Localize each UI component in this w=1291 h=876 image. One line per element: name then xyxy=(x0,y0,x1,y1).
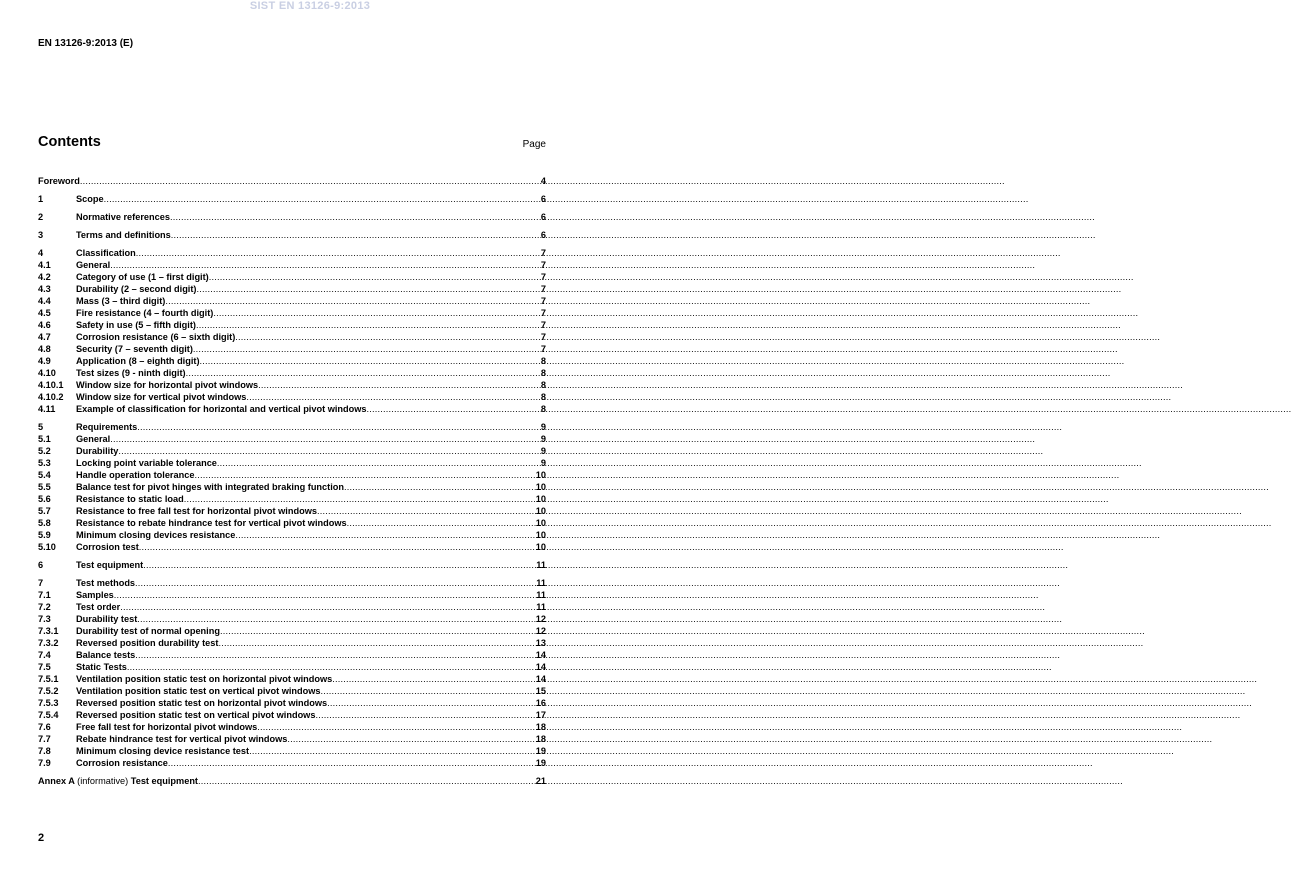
toc-entry-number: 4.4 xyxy=(38,296,51,306)
toc-entry-title: Reversed position durability test xyxy=(76,638,219,648)
dot-leader xyxy=(110,259,540,271)
toc-entry-number: 4.10.2 xyxy=(38,392,64,402)
toc-entry-title: General xyxy=(76,434,111,444)
toc-entry-page: 7 xyxy=(540,284,546,294)
toc-entry-number: 4.6 xyxy=(38,320,51,330)
toc-entry-page: 7 xyxy=(540,272,546,282)
toc-entry-title: Locking point variable tolerance xyxy=(76,458,217,468)
toc-entry-title: Fire resistance (4 – fourth digit) xyxy=(76,308,214,318)
toc-entry-page: 7 xyxy=(540,308,546,318)
toc-entry-page: 9 xyxy=(540,446,546,456)
toc-entry-title: Rebate hindrance test for vertical pivot windows xyxy=(76,734,288,744)
toc-entry-number: 7.3.2 xyxy=(38,638,59,648)
toc-entry-page: 17 xyxy=(535,710,546,720)
toc-entry-number: 5.3 xyxy=(38,458,51,468)
toc-entry-7-8[interactable] xyxy=(38,745,546,757)
dot-leader xyxy=(193,343,540,355)
toc-entry-2[interactable] xyxy=(38,211,546,223)
toc-entry-title: Security (7 – seventh digit) xyxy=(76,344,193,354)
toc-entry-4-4[interactable] xyxy=(38,295,546,307)
toc-entry-page: 11 xyxy=(536,560,546,570)
toc-entry-number: 4.3 xyxy=(38,284,51,294)
toc-entry-5-8[interactable] xyxy=(38,517,546,529)
toc-entry-page: 12 xyxy=(535,614,546,624)
toc-entry-title: Application (8 – eighth digit) xyxy=(76,356,200,366)
dot-leader xyxy=(317,505,535,517)
toc-entry-number: 7.5.2 xyxy=(38,686,59,696)
toc-entry-7-5-4[interactable] xyxy=(38,709,546,721)
toc-entry-number: 4.2 xyxy=(38,272,51,282)
toc-entry-5-1[interactable] xyxy=(38,433,546,445)
toc-entry-page: 19 xyxy=(535,758,546,768)
annex-title: Test equipment xyxy=(130,776,198,786)
dot-leader xyxy=(246,391,539,403)
toc-entry-page: 10 xyxy=(535,542,546,552)
toc-entry-page: 7 xyxy=(540,332,546,342)
table-of-contents xyxy=(38,175,546,787)
dot-leader xyxy=(257,721,535,733)
dot-leader xyxy=(209,271,540,283)
toc-entry-number: 7.8 xyxy=(38,746,51,756)
toc-entry-page: 7 xyxy=(540,344,546,354)
toc-entry-number: 5.9 xyxy=(38,530,51,540)
toc-entry-number: 4.11 xyxy=(38,404,56,414)
toc-entry-7-5-1[interactable] xyxy=(38,673,546,685)
toc-entry-number: 6 xyxy=(38,560,44,570)
toc-entry-7-3-1[interactable] xyxy=(38,625,546,637)
toc-entry-number: 7.3 xyxy=(38,614,51,624)
toc-entry-page: 18 xyxy=(535,722,546,732)
toc-entry-title: Samples xyxy=(76,590,114,600)
toc-entry-7-6[interactable] xyxy=(38,721,546,733)
toc-entry-4-10-1[interactable] xyxy=(38,379,546,391)
toc-entry-5-10[interactable] xyxy=(38,541,546,553)
dot-leader xyxy=(194,469,534,481)
toc-entry-7-4[interactable] xyxy=(38,649,546,661)
toc-entry-title: Reversed position static test on horizontal pivot windows xyxy=(76,698,328,708)
toc-entry-page: 8 xyxy=(540,392,546,402)
toc-entry-number: 1 xyxy=(38,194,44,204)
toc-entry-title: General xyxy=(76,260,111,270)
toc-entry-number: 7.5.1 xyxy=(38,674,59,684)
toc-entry-7-7[interactable] xyxy=(38,733,546,745)
toc-entry-title: Classification xyxy=(76,248,136,258)
dot-leader xyxy=(198,775,535,787)
toc-entry-5-9[interactable] xyxy=(38,529,546,541)
toc-entry-title: Durability test of normal opening xyxy=(76,626,220,636)
toc-entry-number: 4.10 xyxy=(38,368,56,378)
toc-entry-5-2[interactable] xyxy=(38,445,546,457)
toc-entry-page: 8 xyxy=(540,380,546,390)
toc-entry-page: 19 xyxy=(535,746,546,756)
toc-entry-title: Resistance to static load xyxy=(76,494,184,504)
toc-entry-page: 14 xyxy=(535,650,546,660)
toc-entry-page: 21 xyxy=(535,776,546,786)
toc-entry-number: 5.4 xyxy=(38,470,51,480)
toc-entry-page: 7 xyxy=(540,248,546,258)
contents-heading: Contents xyxy=(38,134,101,150)
dot-leader xyxy=(258,379,540,391)
toc-entry-page: 7 xyxy=(540,320,546,330)
toc-entry-4-2[interactable] xyxy=(38,271,546,283)
toc-entry-number: 5.2 xyxy=(38,446,51,456)
toc-entry-4-10[interactable] xyxy=(38,367,546,379)
toc-entry-5-7[interactable] xyxy=(38,505,546,517)
toc-entry-number: 7.6 xyxy=(38,722,51,732)
dot-leader xyxy=(170,211,540,223)
toc-entry-title: Balance test for pivot hinges with integrated braking function xyxy=(76,482,344,492)
toc-entry-number: 2 xyxy=(38,212,44,222)
toc-entry-title: Corrosion resistance xyxy=(76,758,168,768)
toc-entry-number: 4.1 xyxy=(38,260,51,270)
toc-entry-number: 4.9 xyxy=(38,356,51,366)
toc-entry-page: 13 xyxy=(535,638,546,648)
toc-entry-number: 5.7 xyxy=(38,506,51,516)
dot-leader xyxy=(114,589,535,601)
toc-entry-title xyxy=(38,775,198,787)
toc-entry-6[interactable] xyxy=(38,559,546,571)
toc-entry-title: Free fall test for horizontal pivot windows xyxy=(76,722,258,732)
toc-entry-number: 7.5.4 xyxy=(38,710,59,720)
toc-entry-page: 7 xyxy=(540,296,546,306)
toc-entry-title: Minimum closing devices resistance xyxy=(76,530,236,540)
toc-entry-page: 9 xyxy=(540,434,546,444)
toc-entry-5[interactable] xyxy=(38,421,546,433)
page-column-heading: Page xyxy=(522,139,546,150)
toc-entry-title: Safety in use (5 – fifth digit) xyxy=(76,320,196,330)
annex-label: Annex A xyxy=(38,776,75,786)
toc-entry-title: Mass (3 – third digit) xyxy=(76,296,166,306)
toc-entry-page: 11 xyxy=(536,590,546,600)
dot-leader xyxy=(321,685,535,697)
dot-leader xyxy=(135,577,535,589)
dot-leader xyxy=(347,517,535,529)
toc-entry-number: 5.1 xyxy=(38,434,51,444)
toc-entry-annex-a[interactable] xyxy=(38,775,546,787)
toc-entry-title: Resistance to rebate hindrance test for vertical pivot windows xyxy=(76,518,347,528)
dot-leader xyxy=(327,697,535,709)
toc-entry-page: 11 xyxy=(536,578,546,588)
page-number: 2 xyxy=(38,832,45,844)
toc-entry-4-6[interactable] xyxy=(38,319,546,331)
toc-entry-title: Terms and definitions xyxy=(76,230,171,240)
toc-entry-page: 9 xyxy=(540,422,546,432)
toc-entry-7-1[interactable] xyxy=(38,589,546,601)
toc-entry-page: 6 xyxy=(540,212,546,222)
dot-leader xyxy=(217,457,540,469)
dot-leader xyxy=(332,673,535,685)
toc-entry-number: 3 xyxy=(38,230,44,240)
toc-entry-5-5[interactable] xyxy=(38,481,546,493)
dot-leader xyxy=(220,625,535,637)
dot-leader xyxy=(165,295,540,307)
toc-entry-number: 4.5 xyxy=(38,308,51,318)
dot-leader xyxy=(137,613,535,625)
toc-entry-page: 7 xyxy=(540,260,546,270)
dot-leader xyxy=(196,283,539,295)
toc-entry-number: 7.4 xyxy=(38,650,51,660)
dot-leader xyxy=(213,307,540,319)
toc-entry-title: Reversed position static test on vertical pivot windows xyxy=(76,710,316,720)
toc-entry-number: 5.6 xyxy=(38,494,51,504)
toc-entry-number: 5.5 xyxy=(38,482,51,492)
toc-entry-number: 5.10 xyxy=(38,542,56,552)
toc-entry-title: Corrosion resistance (6 – sixth digit) xyxy=(76,332,236,342)
toc-entry-page: 11 xyxy=(536,602,546,612)
toc-entry-title: Window size for vertical pivot windows xyxy=(76,392,247,402)
toc-entry-page: 10 xyxy=(535,482,546,492)
toc-entry-4-3[interactable] xyxy=(38,283,546,295)
toc-entry-7-3[interactable] xyxy=(38,613,546,625)
toc-entry-page: 10 xyxy=(535,506,546,516)
dot-leader xyxy=(136,247,540,259)
dot-leader xyxy=(366,403,539,415)
dot-leader xyxy=(120,601,535,613)
toc-entry-page: 6 xyxy=(540,194,546,204)
toc-entry-title: Durability test xyxy=(76,614,138,624)
toc-entry-title: Minimum closing device resistance test xyxy=(76,746,250,756)
toc-entry-4-1[interactable] xyxy=(38,259,546,271)
dot-leader xyxy=(127,661,535,673)
toc-entry-number: 7.5.3 xyxy=(38,698,59,708)
dot-leader xyxy=(249,745,535,757)
toc-entry-page: 15 xyxy=(535,686,546,696)
toc-entry-4-7[interactable] xyxy=(38,331,546,343)
toc-entry-3[interactable] xyxy=(38,229,546,241)
toc-entry-page: 16 xyxy=(535,698,546,708)
toc-entry-page: 9 xyxy=(540,458,546,468)
toc-entry-4-5[interactable] xyxy=(38,307,546,319)
dot-leader xyxy=(118,445,540,457)
toc-entry-7-5-2[interactable] xyxy=(38,685,546,697)
toc-entry-number: 4.8 xyxy=(38,344,51,354)
toc-entry-page: 12 xyxy=(535,626,546,636)
toc-entry-5-6[interactable] xyxy=(38,493,546,505)
toc-entry-title: Requirements xyxy=(76,422,138,432)
toc-entry-number: 7 xyxy=(38,578,44,588)
toc-entry-7-3-2[interactable] xyxy=(38,637,546,649)
dot-leader xyxy=(184,493,535,505)
dot-leader xyxy=(235,331,540,343)
toc-entry-title: Test order xyxy=(76,602,121,612)
toc-entry-number: 7.1 xyxy=(38,590,51,600)
toc-entry-4-9[interactable] xyxy=(38,355,546,367)
dot-leader xyxy=(135,649,535,661)
dot-leader xyxy=(218,637,534,649)
dot-leader xyxy=(139,541,535,553)
toc-entry-title: Durability (2 – second digit) xyxy=(76,284,197,294)
dot-leader xyxy=(344,481,535,493)
toc-entry-number: 4.7 xyxy=(38,332,51,342)
toc-entry-title: Test methods xyxy=(76,578,136,588)
dot-leader xyxy=(143,559,535,571)
toc-entry-page: 10 xyxy=(535,494,546,504)
toc-entry-number: 5 xyxy=(38,422,44,432)
toc-entry-title: Corrosion test xyxy=(76,542,139,552)
toc-entry-page: 8 xyxy=(540,356,546,366)
toc-entry-title: Ventilation position static test on horizontal pivot windows xyxy=(76,674,333,684)
toc-entry-7-2[interactable] xyxy=(38,601,546,613)
toc-entry-title: Handle operation tolerance xyxy=(76,470,195,480)
toc-entry-5-3[interactable] xyxy=(38,457,546,469)
toc-entry-title: Normative references xyxy=(76,212,170,222)
toc-entry-number: 7.3.1 xyxy=(38,626,59,636)
toc-entry-number: 7.5 xyxy=(38,662,51,672)
toc-entry-7[interactable] xyxy=(38,577,546,589)
dot-leader xyxy=(196,319,540,331)
dot-leader xyxy=(137,421,540,433)
toc-entry-title: Example of classification for horizontal and vertical pivot windows xyxy=(76,404,367,414)
toc-entry-number: 7.7 xyxy=(38,734,51,744)
toc-entry-title: Foreword xyxy=(38,176,80,186)
toc-entry-4-8[interactable] xyxy=(38,343,546,355)
toc-entry-7-5-3[interactable] xyxy=(38,697,546,709)
toc-entry-1[interactable] xyxy=(38,193,546,205)
dot-leader xyxy=(168,757,535,769)
toc-entry-number: 7.2 xyxy=(38,602,51,612)
toc-entry-number: 5.8 xyxy=(38,518,51,528)
toc-entry-7-5[interactable] xyxy=(38,661,546,673)
toc-entry-page: 14 xyxy=(535,674,546,684)
dot-leader xyxy=(110,433,540,445)
toc-entry-page: 6 xyxy=(540,230,546,240)
toc-entry-5-4[interactable] xyxy=(38,469,546,481)
toc-entry-title: Resistance to free fall test for horizontal pivot windows xyxy=(76,506,317,516)
toc-entry-title: Static Tests xyxy=(76,662,127,672)
annex-type: (informative) xyxy=(77,776,129,786)
toc-entry-title: Balance tests xyxy=(76,650,136,660)
toc-entry-title: Ventilation position static test on vertical pivot windows xyxy=(76,686,321,696)
toc-entry-title: Scope xyxy=(76,194,104,204)
toc-entry-4[interactable] xyxy=(38,247,546,259)
toc-entry-title: Durability xyxy=(76,446,119,456)
dot-leader xyxy=(315,709,534,721)
toc-entry-page: 8 xyxy=(540,404,546,414)
toc-entry-page: 8 xyxy=(540,368,546,378)
toc-entry-title: Test equipment xyxy=(76,560,144,570)
document-id: EN 13126-9:2013 (E) xyxy=(38,38,134,49)
toc-entry-foreword[interactable] xyxy=(38,175,546,187)
toc-entry-number: 4.10.1 xyxy=(38,380,64,390)
dot-leader xyxy=(104,193,540,205)
dot-leader xyxy=(171,229,540,241)
toc-entry-title: Test sizes (9 - ninth digit) xyxy=(76,368,186,378)
toc-entry-4-10-2[interactable] xyxy=(38,391,546,403)
dot-leader xyxy=(287,733,534,745)
watermark-text: SIST EN 13126-9:2013 xyxy=(249,0,371,12)
toc-entry-page: 14 xyxy=(535,662,546,672)
dot-leader xyxy=(235,529,534,541)
toc-entry-7-9[interactable] xyxy=(38,757,546,769)
toc-entry-page: 4 xyxy=(540,176,546,186)
toc-entry-page: 10 xyxy=(535,470,546,480)
toc-entry-title: Window size for horizontal pivot windows xyxy=(76,380,259,390)
toc-entry-title: Category of use (1 – first digit) xyxy=(76,272,209,282)
toc-entry-number: 4 xyxy=(38,248,44,258)
toc-entry-4-11[interactable] xyxy=(38,403,546,415)
toc-entry-page: 18 xyxy=(535,734,546,744)
dot-leader xyxy=(200,355,540,367)
toc-entry-page: 10 xyxy=(535,530,546,540)
toc-entry-number: 7.9 xyxy=(38,758,51,768)
dot-leader xyxy=(80,175,540,187)
dot-leader xyxy=(186,367,540,379)
toc-entry-page: 10 xyxy=(535,518,546,528)
